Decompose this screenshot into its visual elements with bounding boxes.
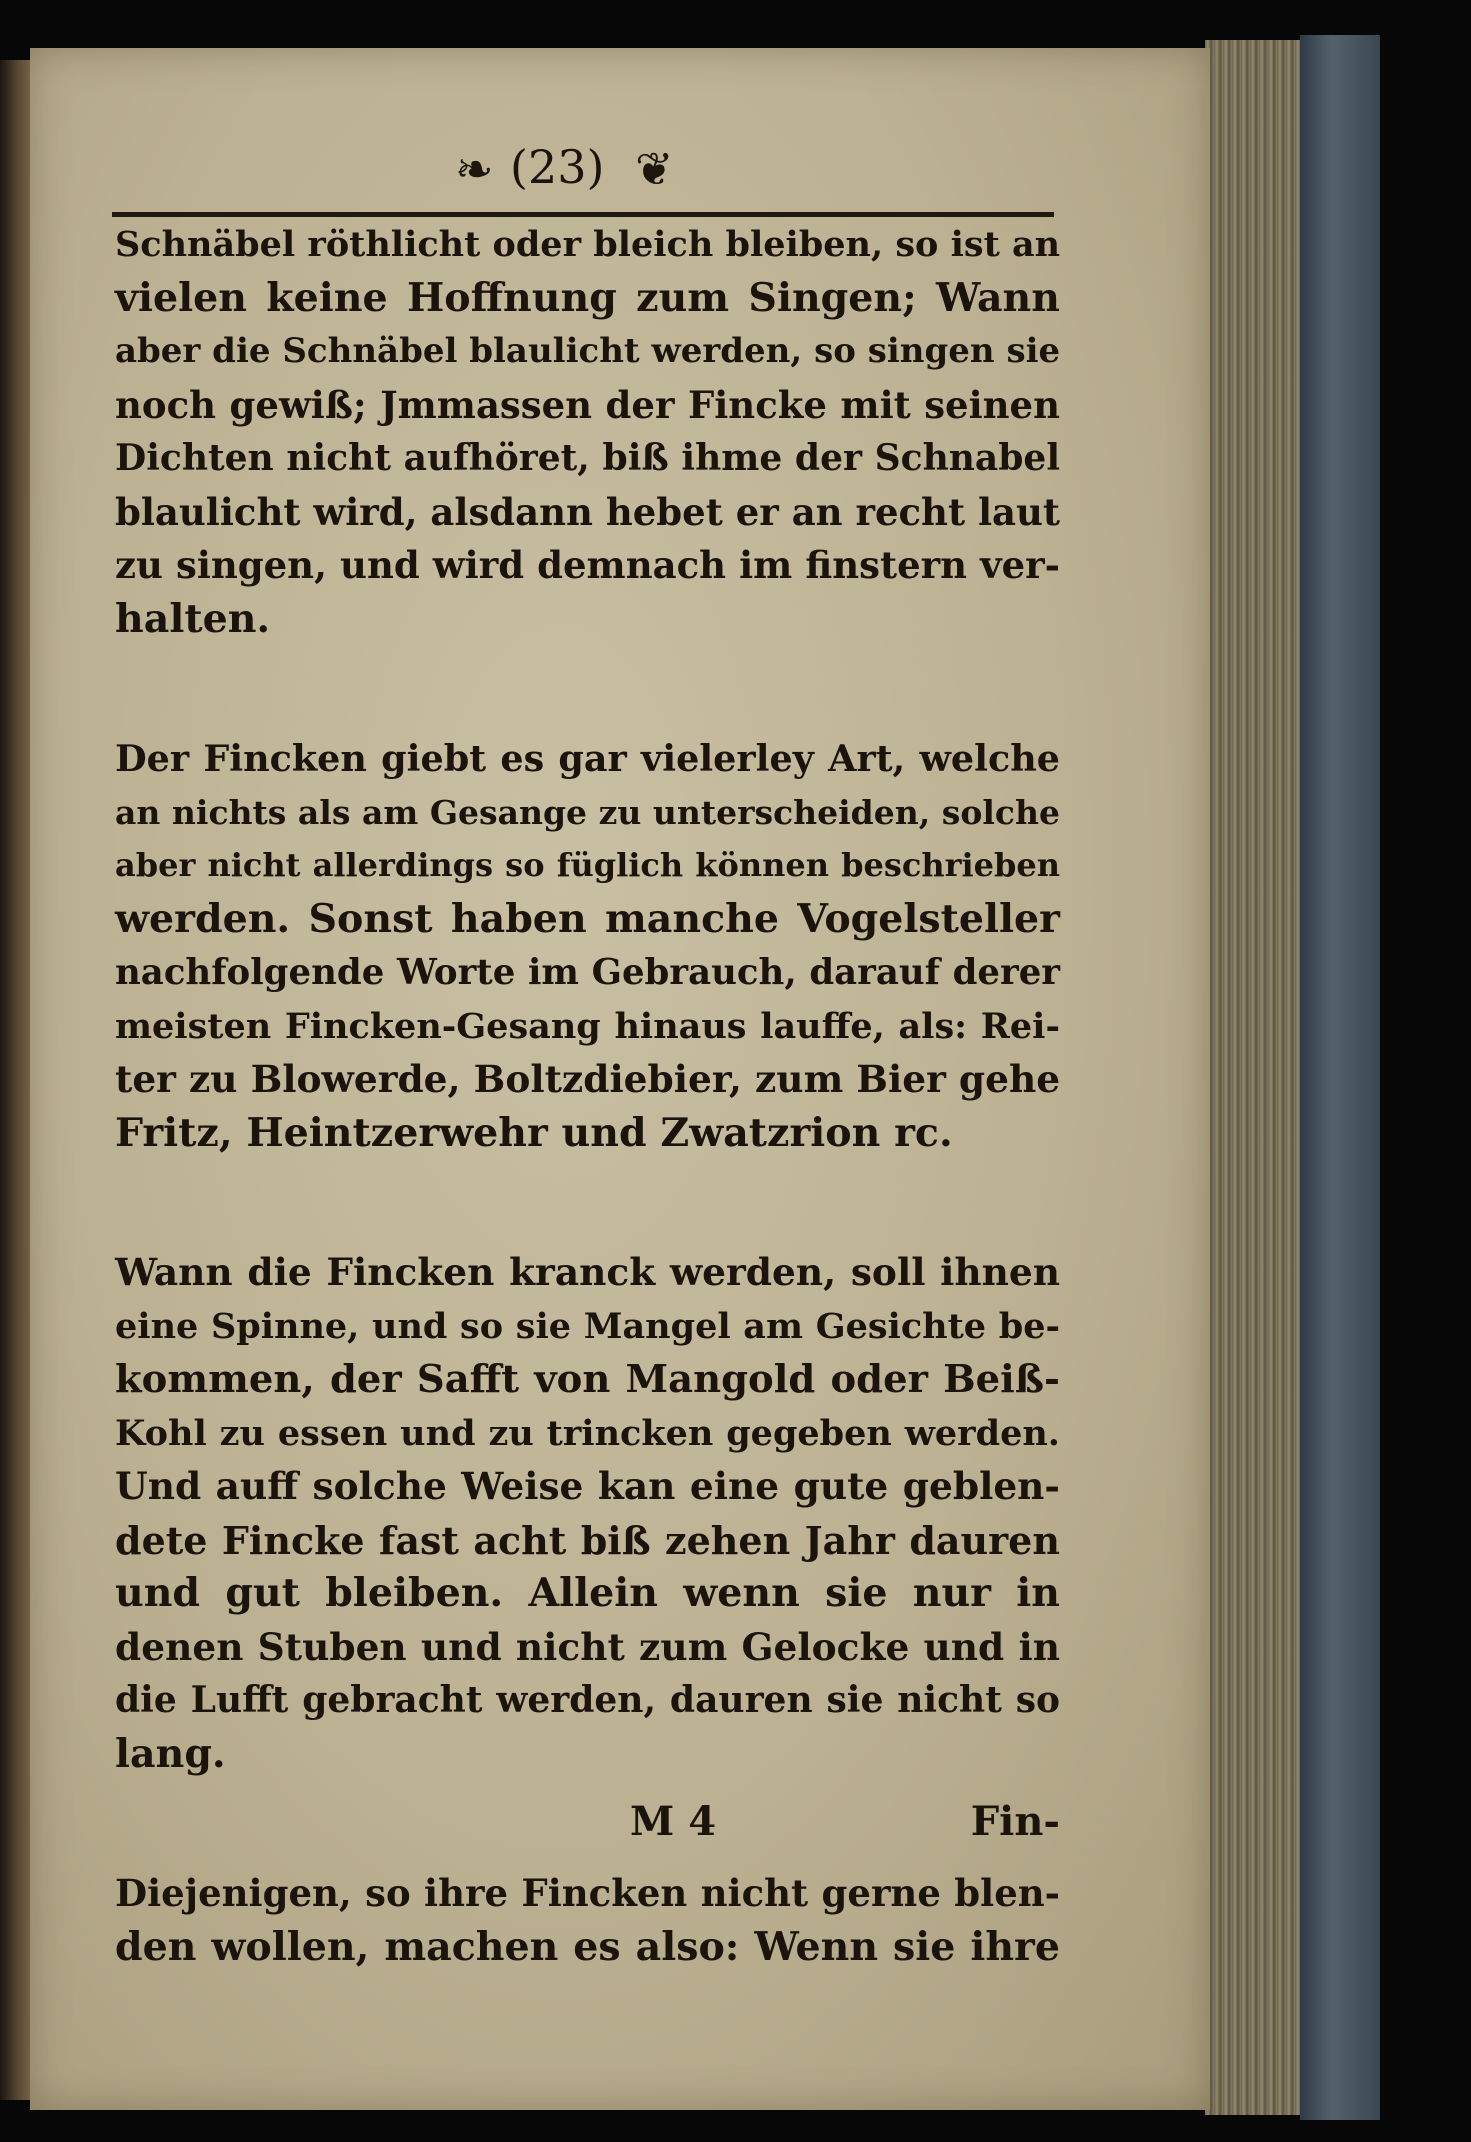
paragraph-4 [115, 1867, 1060, 1974]
text-line: aber die Schnäbel blaulicht werden, so singen sie [115, 331, 1061, 371]
text-line: zu singen, und wird demnach im finstern ver- [115, 543, 1060, 587]
paragraph-2 [115, 732, 1060, 1160]
page-header [115, 138, 1050, 218]
signature-mark: M 4 [630, 1798, 717, 1845]
paragraph-gap [115, 1160, 1060, 1246]
text-line: eine Spinne, und so sie Mangel am Gesichte be- [115, 1305, 1060, 1347]
page-block-edges [1205, 40, 1315, 2115]
text-line: werden. Sonst haben manche Vogelsteller [115, 895, 1060, 942]
text-line: blaulicht wird, alsdann hebet er an recht laut [115, 489, 1060, 534]
catchword: Fin- [970, 1798, 1060, 1845]
text-line: ter zu Blowerde, Boltzdiebier, zum Bier gehe [115, 1057, 1061, 1101]
text-line: an nichts als am Gesange zu unterscheiden, solche [115, 792, 1060, 832]
page-number: (23) [510, 140, 605, 194]
text-line: dete Fincke fast acht biß zehen Jahr dauren [115, 1517, 1060, 1563]
body-text [115, 218, 1060, 1974]
text-line: noch gewiß; Jmmassen der Fincke mit seinen [115, 382, 1060, 427]
paragraph-1 [115, 218, 1060, 646]
text-line: Wann die Fincken kranck werden, soll ihnen [115, 1250, 1060, 1294]
text-line: und gut bleiben. Allein wenn sie nur in [115, 1570, 1060, 1616]
header-rule [112, 212, 1054, 217]
text-line: lang. [115, 1730, 226, 1777]
text-line: die Lufft gebracht werden, dauren sie nicht so [115, 1679, 1060, 1721]
text-line: Der Fincken giebt es gar vielerley Art, welche [115, 737, 1060, 780]
text-line: Diejenigen, so ihre Fincken nicht gerne blen- [115, 1871, 1060, 1915]
text-line: Und auff solche Weise kan eine gute geblen- [115, 1464, 1060, 1508]
text-line: Dichten nicht aufhöret, biß ihme der Schnabel [115, 437, 1060, 479]
paragraph-3 [115, 1246, 1060, 1781]
text-line: Schnäbel röthlicht oder bleich bleiben, so ist an [115, 224, 1061, 265]
text-line: vielen keine Hoffnung zum Singen; Wann [115, 274, 1060, 321]
text-line: Kohl zu essen und zu trincken gegeben werden. [115, 1412, 1060, 1454]
text-line: nachfolgende Worte im Gebrauch, darauf derer [115, 952, 1060, 993]
text-line: kommen, der Safft von Mangold oder Beiß- [115, 1357, 1060, 1402]
header-ornament-right-icon: ❦ [635, 142, 674, 196]
book-cover-edge [1300, 35, 1380, 2120]
paragraph-gap [115, 646, 1060, 732]
text-line: aber nicht allerdings so füglich können beschrieben [115, 846, 1060, 884]
text-line: denen Stuben und nicht zum Gelocke und in [115, 1624, 1060, 1669]
text-line: Fritz, Heintzerwehr und Zwatzrion rc. [115, 1109, 953, 1156]
text-line: halten. [115, 595, 271, 642]
text-line: meisten Fincken-Gesang hinaus lauffe, als: Rei- [115, 1005, 1060, 1047]
page-footer [115, 1798, 1060, 1858]
text-line: den wollen, machen es also: Wenn sie ihre [115, 1923, 1060, 1970]
header-ornament-left-icon: ❧ [455, 142, 494, 196]
